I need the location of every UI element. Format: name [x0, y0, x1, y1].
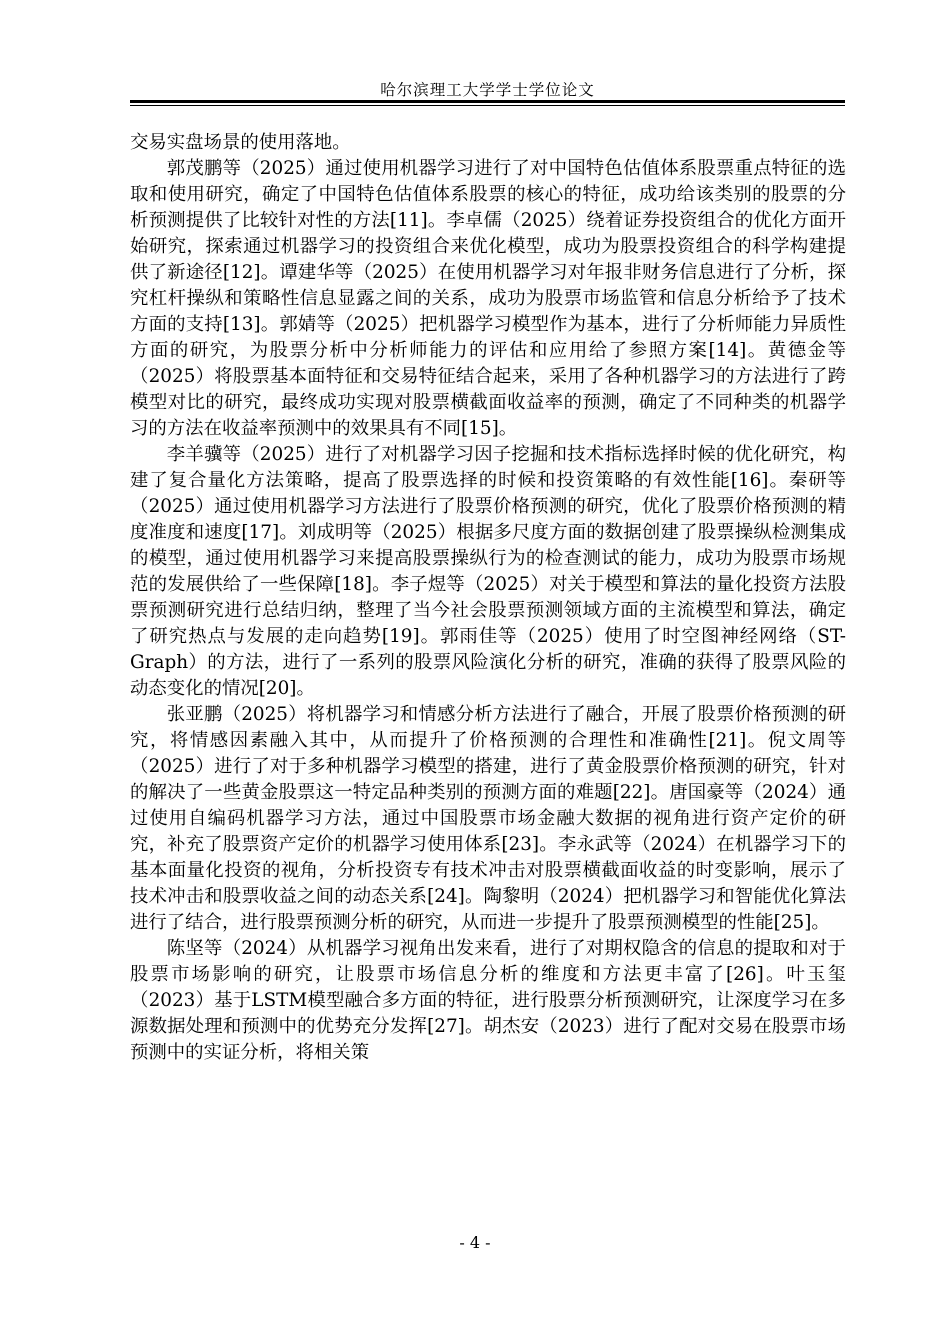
body-text — [130, 130, 846, 1066]
paragraph-continued: 交易实盘场景的使用落地。 — [130, 132, 351, 153]
running-header-title: 哈尔滨理工大学学士学位论文 — [380, 81, 595, 99]
paragraph: 李羊骥等（2025）进行了对机器学习因子挖掘和技术指标选择时候的优化研究，构建了复合量化方法策略，提高了股票选择的时候和投资策略的有效性能[16]。秦研等（2025）通过使用机器学习方法进行了股票价格预测的研究，优化了股票价格预测的精度准度和速度[17]。刘成明等（2025）根据多尺度方面的数据创建了股票操纵检测集成的模型，通过使用机器学习来提高股票操纵行为的检查测试的能力，成功为股票市场规范的发展供给了一些保障[18]。李子煜等（2025）对关于模型和算法的量化投资方法股票预测研究进行总结归纳，整理了当今社会股票预测领域方面的主流模型和算法，确定了研究热点与发展的走向趋势[19]。郭雨佳等（2025）使用了时空图神经网络（ST-Graph）的方法，进行了一系列的股票风险演化分析的研究，准确的获得了股票风险的动态变化的情况[20]。 — [130, 444, 846, 699]
paragraph: 张亚鹏（2025）将机器学习和情感分析方法进行了融合，开展了股票价格预测的研究，将情感因素融入其中，从而提升了价格预测的合理性和准确性[21]。倪文周等（2025）进行了对于多种机器学习模型的搭建，进行了黄金股票价格预测的研究，针对的解决了一些黄金股票这一特定品种类别的预测方面的难题[22]。唐国豪等（2024）通过使用自编码机器学习方法，通过中国股票市场金融大数据的视角进行资产定价的研究，补充了股票资产定价的机器学习使用体系[23]。李永武等（2024）在机器学习下的基本面量化投资的视角，分析投资专有技术冲击对股票横截面收益的时变影响，展示了技术冲击和股票收益之间的动态关系[24]。陶黎明（2024）把机器学习和智能优化算法进行了结合，进行股票预测分析的研究，从而进一步提升了股票预测模型的性能[25]。 — [130, 704, 846, 933]
paragraph: 郭茂鹏等（2025）通过使用机器学习进行了对中国特色估值体系股票重点特征的选取和使用研究，确定了中国特色估值体系股票的核心的特征，成功给该类别的股票的分析预测提供了比较针对性的方法[11]。李卓儒（2025）绕着证券投资组合的优化方面开始研究，探索通过机器学习的投资组合来优化模型，成功为股票投资组合的科学构建提供了新途径[12]。谭建华等（2025）在使用机器学习对年报非财务信息进行了分析，探究杠杆操纵和策略性信息显露之间的关系，成功为股票市场监管和信息分析给予了技术方面的支持[13]。郭婧等（2025）把机器学习模型作为基本，进行了分析师能力异质性方面的研究，为股票分析中分析师能力的评估和应用给了参照方案[14]。黄德金等（2025）将股票基本面特征和交易特征结合起来，采用了各种机器学习的方法进行了跨模型对比的研究，最终成功实现对股票横截面收益率的预测，确定了不同种类的机器学习的方法在收益率预测中的效果具有不同[15]。 — [130, 158, 846, 439]
page-number: - 4 - — [459, 1233, 491, 1252]
paragraph: 陈坚等（2024）从机器学习视角出发来看，进行了对期权隐含的信息的提取和对于股票市场影响的研究，让股票市场信息分析的维度和方法更丰富了[26]。叶玉玺（2023）基于LSTM模型融合多方面的特征，进行股票分析预测研究，让深度学习在多源数据处理和预测中的优势充分发挥[27]。胡杰安（2023）进行了配对交易在股票市场预测中的实证分析，将相关策 — [130, 938, 846, 1063]
header-rule-thick — [130, 100, 845, 103]
header-rule-thin — [130, 105, 845, 106]
